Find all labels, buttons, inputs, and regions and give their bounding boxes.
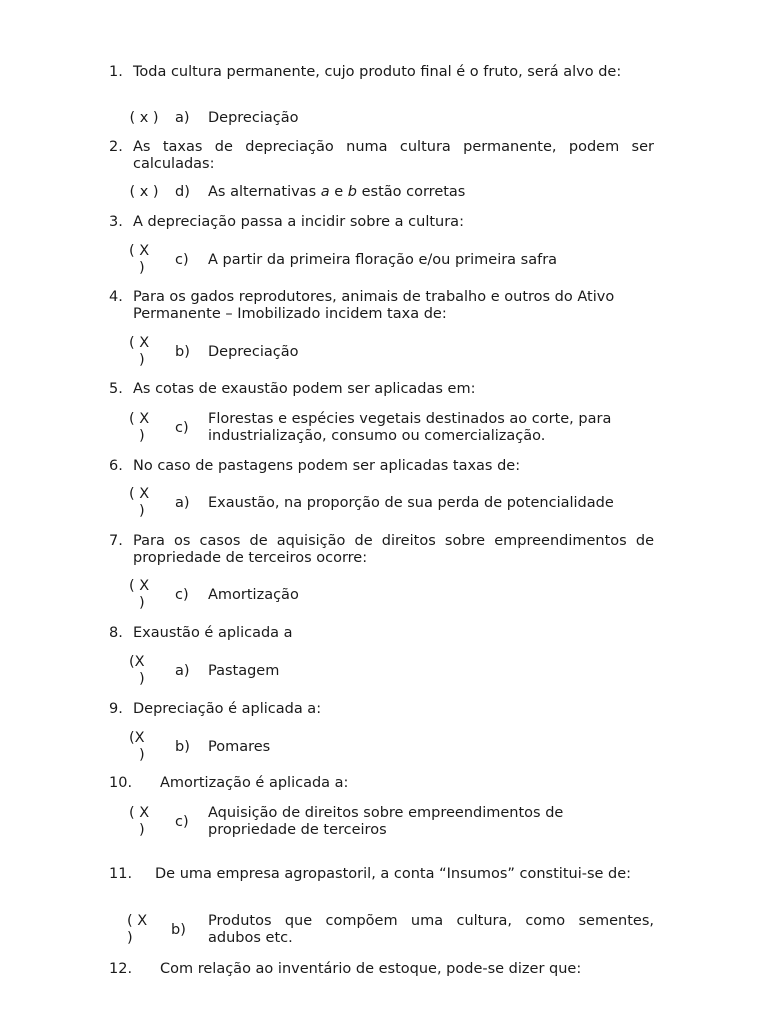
answer-text: Amortização [208, 587, 299, 603]
answer-mark-top: ( X [129, 335, 150, 351]
answer-letter: b) [175, 344, 190, 360]
answer-letter: c) [175, 252, 189, 268]
question-number: 4. [109, 289, 123, 305]
answer-mark: ( x ) [129, 110, 159, 126]
answer-mark [127, 913, 157, 947]
answer-text: Pomares [208, 739, 271, 755]
answer-text: Florestas e espécies vegetais destinados ao corte, para industrialização, consumo ou comercialização. [208, 411, 612, 444]
answer-mark [129, 486, 159, 520]
answer-mark-bottom: ) [139, 260, 145, 276]
answer-mark [129, 654, 159, 688]
answer-mark-top: ( X [129, 805, 150, 821]
answer-mark-top: ( X [129, 578, 150, 594]
answer-letter: b) [171, 922, 186, 938]
answer-mark [129, 243, 159, 277]
question-6 [109, 458, 654, 475]
question-10 [109, 775, 654, 792]
answer-text: Pastagem [208, 663, 280, 679]
question-number: 3. [109, 214, 123, 230]
question-text: Com relação ao inventário de estoque, pode-se dizer que: [160, 961, 582, 977]
answer-mark-bottom: ) [139, 747, 145, 763]
answer-letter: a) [175, 663, 190, 679]
question-number: 7. [109, 533, 123, 549]
answer-mark [129, 578, 159, 612]
question-text: Amortização é aplicada a: [160, 775, 349, 791]
answer-text: Depreciação [208, 344, 299, 360]
answer-text [208, 184, 655, 201]
answer-text-part: e [329, 184, 348, 200]
answer-mark [129, 805, 159, 839]
question-text: De uma empresa agropastoril, a conta “Insumos” constitui-se de: [155, 866, 632, 882]
answer-text-part: As alternativas [208, 184, 321, 200]
answer-mark-bottom: ) [139, 671, 145, 687]
answer-text: A partir da primeira floração e/ou primeira safra [208, 252, 558, 268]
question-number: 10. [109, 775, 133, 791]
answer-mark: ( x ) [129, 184, 159, 200]
question-number: 1. [109, 64, 123, 80]
answer-mark [129, 411, 159, 445]
question-text: Depreciação é aplicada a: [133, 701, 322, 717]
question-1 [109, 64, 654, 81]
question-number: 12. [109, 961, 133, 977]
answer-mark-bottom: ) [139, 428, 145, 444]
answer-letter: c) [175, 420, 189, 436]
question-text: Para os gados reprodutores, animais de trabalho e outros do Ativo Permanente – Imobilizado incidem taxa de: [133, 289, 615, 322]
answer-text-italic: a [320, 184, 330, 200]
answer-text-part: estão corretas [356, 184, 466, 200]
answer-letter: c) [175, 814, 189, 830]
answer-mark [129, 730, 159, 764]
question-2 [109, 139, 654, 173]
answer-letter: b) [175, 739, 190, 755]
answer-mark-top: ( X [127, 913, 148, 929]
question-9 [109, 701, 654, 718]
question-number: 11. [109, 866, 133, 882]
question-4 [109, 289, 654, 323]
answer-letter: a) [175, 495, 190, 511]
answer-mark-bottom: ) [139, 822, 145, 838]
question-5 [109, 381, 654, 398]
answer-text-italic: b [347, 184, 357, 200]
question-text: Exaustão é aplicada a [133, 625, 293, 641]
question-number: 5. [109, 381, 123, 397]
answer-text: Exaustão, na proporção de sua perda de potencialidade [208, 495, 614, 511]
question-number: 2. [109, 139, 123, 155]
answer-mark-top: (X [129, 730, 145, 746]
answer-mark-bottom: ) [127, 930, 133, 946]
answer-letter: a) [175, 110, 190, 126]
question-number: 9. [109, 701, 123, 717]
answer-mark-top: (X [129, 654, 145, 670]
answer-text: Aquisição de direitos sobre empreendimentos de propriedade de terceiros [208, 805, 564, 838]
answer-mark [129, 335, 159, 369]
question-number: 6. [109, 458, 123, 474]
question-text: As taxas de depreciação numa cultura permanente, podem ser calculadas: [133, 139, 654, 172]
answer-letter: c) [175, 587, 189, 603]
question-12 [109, 961, 654, 978]
question-11 [109, 866, 654, 883]
answer-mark-bottom: ) [139, 503, 145, 519]
question-7 [109, 533, 654, 567]
question-text: No caso de pastagens podem ser aplicadas taxas de: [133, 458, 521, 474]
answer-mark-top: ( X [129, 411, 150, 427]
answer-letter: d) [175, 184, 190, 200]
answer-mark-bottom: ) [139, 352, 145, 368]
question-text: As cotas de exaustão podem ser aplicadas em: [133, 381, 476, 397]
question-text: Toda cultura permanente, cujo produto final é o fruto, será alvo de: [133, 64, 622, 80]
answer-mark-bottom: ) [139, 595, 145, 611]
answer-mark-top: ( X [129, 243, 150, 259]
question-number: 8. [109, 625, 123, 641]
question-text: Para os casos de aquisição de direitos sobre empreendimentos de propriedade de terceiros ocorre: [133, 533, 654, 566]
question-3 [109, 214, 654, 231]
answer-text: Depreciação [208, 110, 299, 126]
answer-mark-top: ( X [129, 486, 150, 502]
question-text: A depreciação passa a incidir sobre a cultura: [133, 214, 464, 230]
question-8 [109, 625, 654, 642]
answer-text: Produtos que compõem uma cultura, como sementes, adubos etc. [208, 913, 654, 946]
